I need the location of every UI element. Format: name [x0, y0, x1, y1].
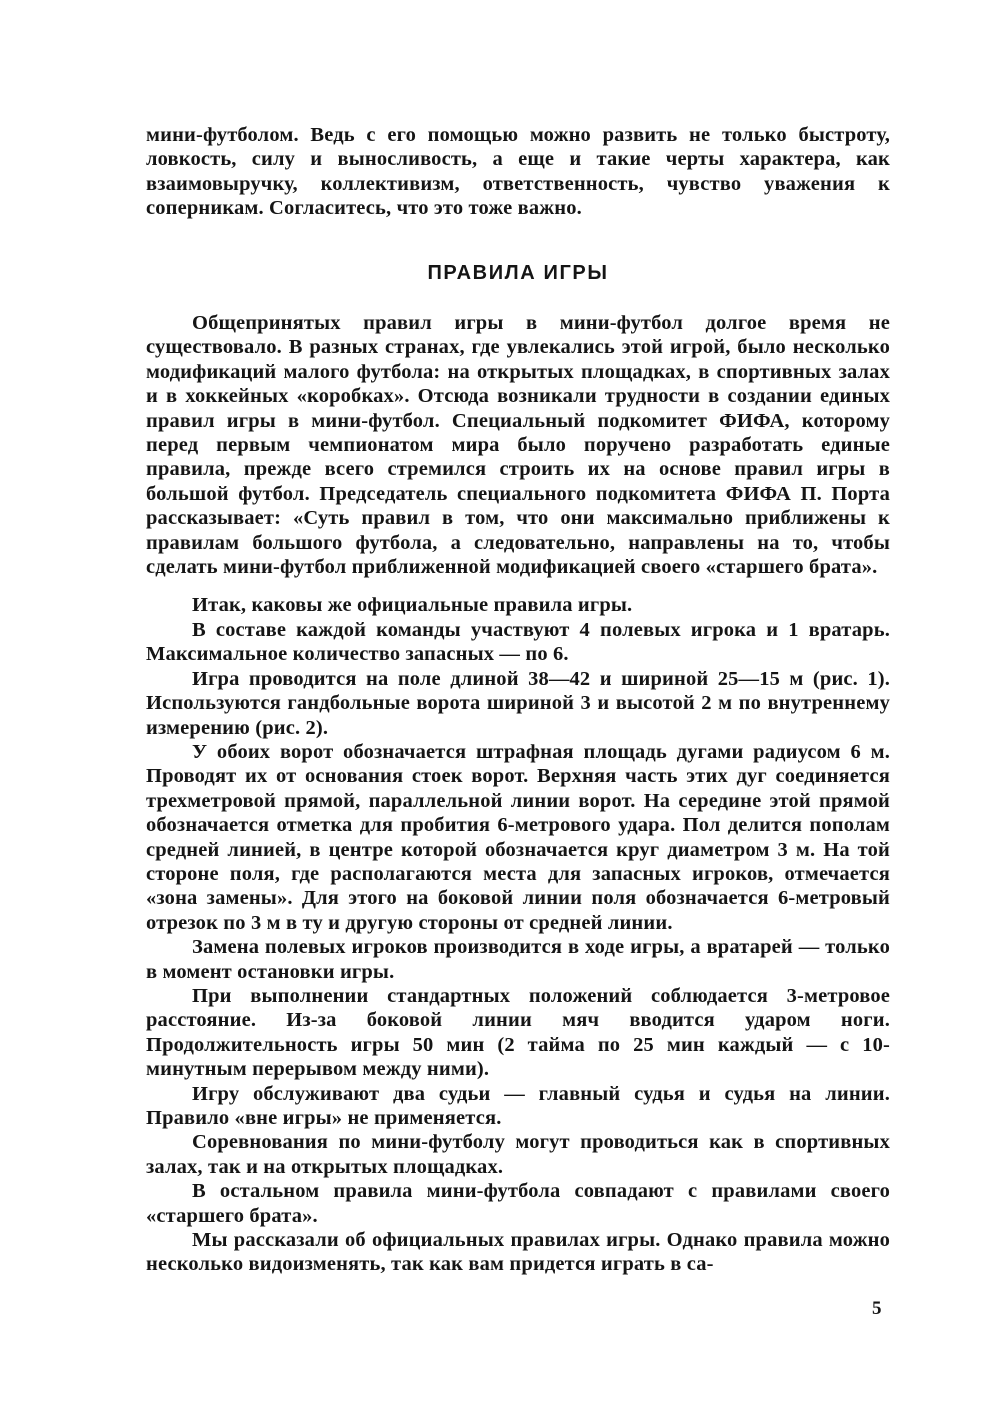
- paragraph-substitution: Замена полевых игроков производится в ходе игры, а вратарей — только в момент остановки игры.: [146, 936, 890, 983]
- rules-body: [146, 311, 890, 1277]
- paragraph-venues: Соревнования по мини-футболу могут проводиться как в спортивных залах, так и на открытых площадках.: [146, 1131, 890, 1178]
- paragraph-team-composition: В составе каждой команды участвуют 4 полевых игрока и 1 вратарь. Максимальное количество запасных — по 6.: [146, 618, 890, 666]
- paragraph-modifications: Мы рассказали об официальных правилах игры. Однако правила можно несколько видоизменять, так как вам придется играть в са-: [146, 1229, 890, 1276]
- page-number: 5: [872, 1298, 882, 1319]
- intro-paragraph: мини-футболом. Ведь с его помощью можно развить не только быстроту, ловкость, силу и выносливость, а еще и такие черты характера, как взаимовыручку, коллективизм, ответственность, чувство уважения к соперникам. Согласитесь, что это тоже важно.: [146, 124, 890, 220]
- paragraph-history: Общепринятых правил игры в мини-футбол долгое время не существовало. В разных странах, где увлекались этой игрой, было несколько модификаций малого футбола: на открытых площадках, в спортивных залах и в хоккейных «коробках». Отсюда возникали трудности в создании единых правил игры в мини-футбол. Специальный подкомитет ФИФА, которому перед первым чемпионатом мира было поручено разработать единые правила, прежде всего стремился строить их на основе правил игры в большой футбол. Председатель специального подкомитета ФИФА П. Порта рассказывает: «Суть правил в том, что они максимально приближены к правилам большого футбола, а следовательно, направлены на то, чтобы сделать мини-футбол приближенной модификацией своего «старшего брата».: [146, 312, 890, 579]
- paragraph-other-rules: В остальном правила мини-футбола совпадают с правилами своего «старшего брата».: [146, 1180, 890, 1227]
- intro-text: [146, 123, 890, 221]
- paragraph-set-pieces: При выполнении стандартных положений соблюдается 3-метровое расстояние. Из-за боковой линии мяч вводится ударом ноги. Продолжительность игры 50 мин (2 тайма по 25 мин каждый — с 10-минутным перерывом между ними).: [146, 984, 890, 1081]
- paragraph-penalty-area: У обоих ворот обозначается штрафная площадь дугами радиусом 6 м. Проводят их от основания стоек ворот. Верхняя часть этих дуг соединяется трехметровой прямой, параллельной линии ворот. На середине этой прямой обозначается отметка для пробития 6-метрового удара. Пол делится пополам средней линией, в центре которой обозначается круг диаметром 3 м. На той стороне поля, где располагаются места для запасных игроков, отмечается «зона замены». Для этого на боковой линии поля обозначается 6-метровый отрезок по 3 м в ту и другую стороны от средней линии.: [146, 740, 890, 934]
- paragraph-referees: Игру обслуживают два судьи — главный судья и судья на линии. Правило «вне игры» не применяется.: [146, 1082, 890, 1129]
- paragraph-field-size: Игра проводится на поле длиной 38—42 и шириной 25—15 м (рис. 1). Используются гандбольные ворота шириной 3 и высотой 2 м по внутреннему измерению (рис. 2).: [146, 667, 890, 739]
- section-heading: ПРАВИЛА ИГРЫ: [427, 262, 609, 284]
- paragraph-rules-intro: Итак, каковы же официальные правила игры.: [192, 594, 633, 617]
